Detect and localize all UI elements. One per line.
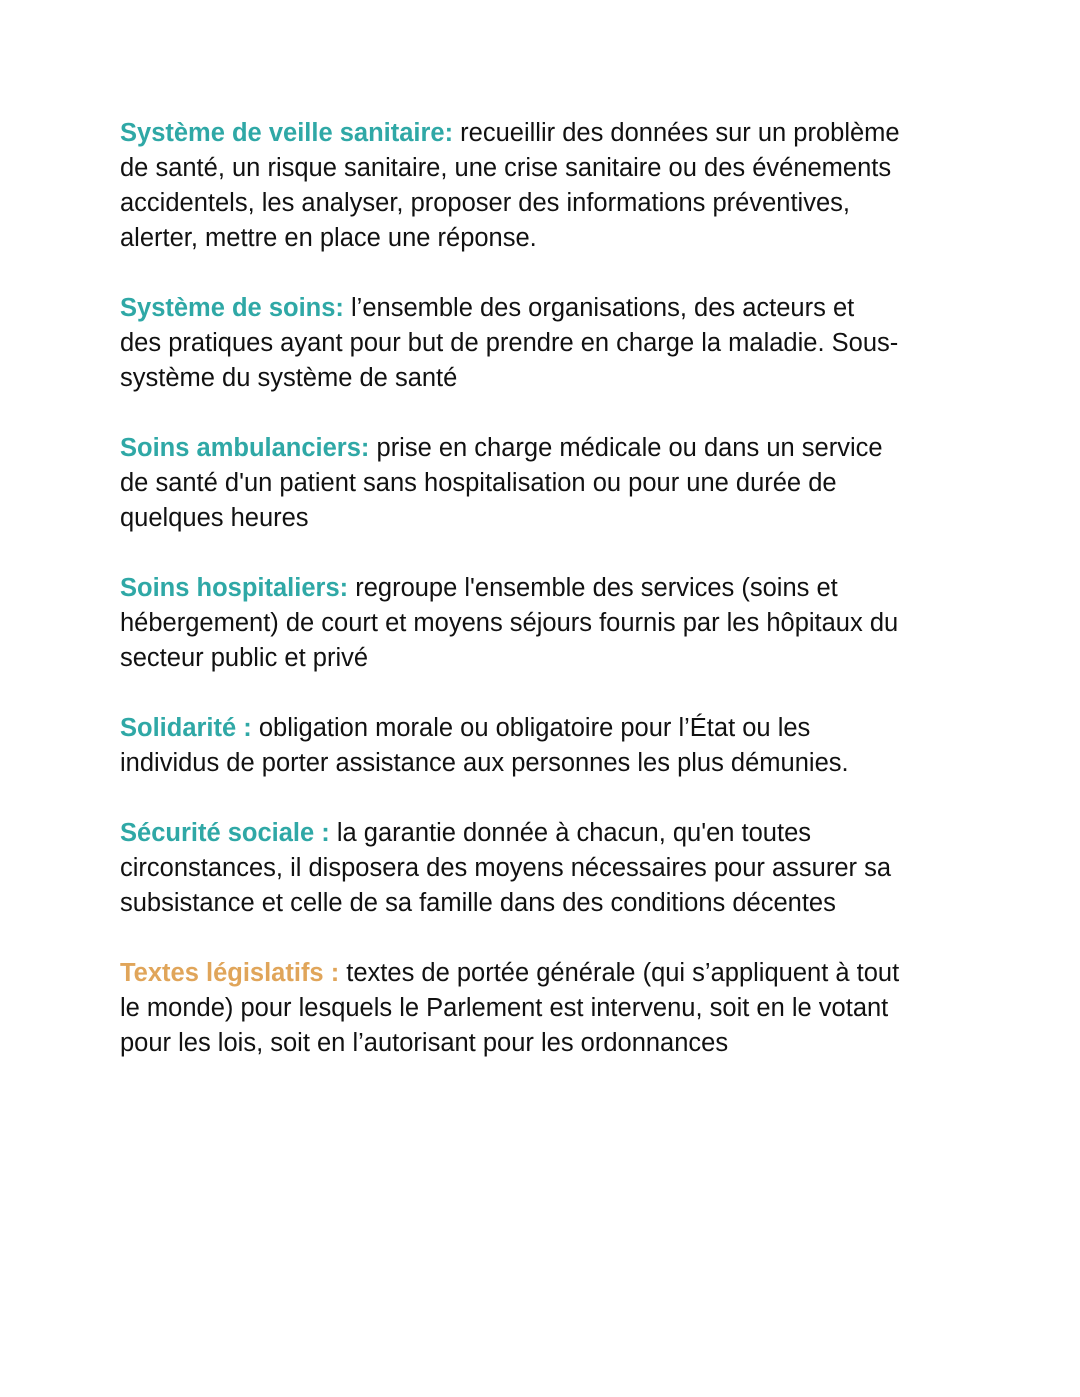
glossary-page [120,116,900,1096]
glossary-definition: textes de portée générale (qui s’appliquent à tout le monde) pour lesquels le Parlement est intervenu, soit en le votant pour les lois, soit en l’autorisant pour les ordonnances [120,959,900,1057]
glossary-term: Soins ambulanciers: [120,434,370,462]
glossary-term: Soins hospitaliers: [120,574,349,602]
glossary-entry-textes-legislatifs [120,956,900,1061]
glossary-definition: obligation morale ou obligatoire pour l’État ou les individus de porter assistance aux personnes les plus démunies. [120,714,849,777]
glossary-entry-soins-hospitaliers [120,571,900,676]
glossary-entry-securite-sociale [120,816,900,921]
glossary-definition: la garantie donnée à chacun, qu'en toutes circonstances, il disposera des moyens nécessaires pour assurer sa subsistance et celle de sa famille dans des conditions décentes [120,819,892,917]
glossary-term: Système de veille sanitaire: [120,119,454,147]
glossary-term: Textes législatifs : [120,959,340,987]
glossary-term: Système de soins: [120,294,344,322]
glossary-definition: l’ensemble des organisations, des acteurs et des pratiques ayant pour but de prendre en charge la maladie. Sous-système du système de santé [120,294,899,392]
glossary-definition: prise en charge médicale ou dans un service de santé d'un patient sans hospitalisation ou pour une durée de quelques heures [120,434,883,532]
glossary-term: Solidarité : [120,714,252,742]
glossary-term: Sécurité sociale : [120,819,330,847]
glossary-entry-systeme-soins [120,291,900,396]
glossary-entry-solidarite [120,711,900,781]
glossary-entry-soins-ambulanciers [120,431,900,536]
glossary-definition: regroupe l'ensemble des services (soins et hébergement) de court et moyens séjours fournis par les hôpitaux du secteur public et privé [120,574,899,672]
glossary-entry-veille-sanitaire [120,116,900,256]
glossary-definition: recueillir des données sur un problème de santé, un risque sanitaire, une crise sanitaire ou des événements accidentels, les analyser, proposer des informations préventives, alerter, mettre en place une réponse. [120,119,900,252]
